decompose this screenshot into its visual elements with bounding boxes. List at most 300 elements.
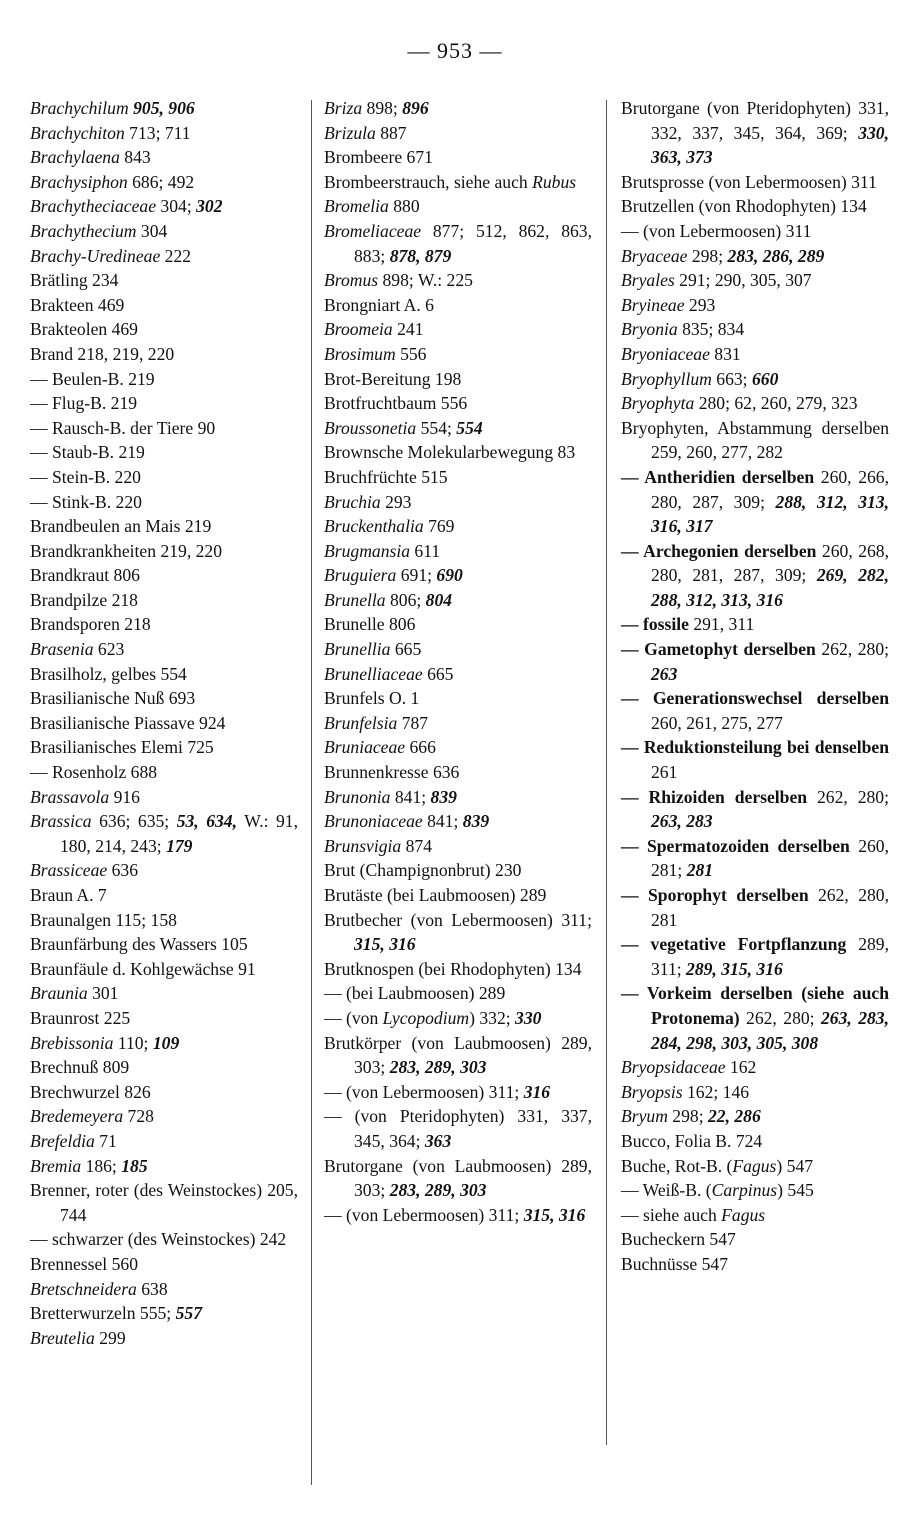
index-entry-text: 22, 286 — [707, 1106, 761, 1127]
page-number: — 953 — — [407, 38, 503, 63]
index-entry — [621, 637, 889, 686]
index-entry-text: 269, 282, 288, 312, 313, 316 — [651, 565, 889, 610]
index-entry-text: — Gametophyt derselben — [621, 639, 816, 660]
index-entry-text: Brutorgane (von Laubmoosen) 289, 303; — [324, 1155, 592, 1201]
index-entry — [621, 1154, 889, 1179]
index-entry-text: 557 — [175, 1303, 202, 1324]
index-entry — [621, 1104, 889, 1129]
index-entry-text: 260, 268, 280, 281, 287, 309; — [651, 540, 889, 586]
index-entry — [30, 96, 298, 121]
index-entry-text: 623 — [93, 639, 125, 660]
index-entry-text: — Flug-B. 219 — [30, 393, 138, 414]
index-entry — [324, 563, 592, 588]
index-entry — [324, 121, 592, 146]
index-entry — [324, 1203, 592, 1228]
index-entry-text: Broussonetia — [324, 417, 417, 438]
index-entry-text: Bryum — [621, 1106, 668, 1127]
index-entry-text: Bryaceae — [621, 245, 688, 266]
index-entry-text: 636; 635; — [91, 811, 177, 832]
index-entry-text: Brownsche Molekularbewegung 83 — [324, 442, 576, 463]
index-entry-text: Brunellia — [324, 639, 391, 660]
index-entry-text: Bryonia — [621, 319, 678, 340]
index-entry-text: Brennessel 560 — [30, 1253, 138, 1274]
index-entry-text: — Rosenholz 688 — [30, 762, 158, 783]
index-entry-text: 185 — [121, 1155, 148, 1176]
index-column-2 — [324, 96, 592, 1227]
index-entry-text: 293 — [380, 491, 412, 512]
index-entry-text: Bredemeyera — [30, 1106, 124, 1127]
index-entry — [621, 1178, 889, 1203]
index-entry — [30, 1031, 298, 1056]
index-entry — [30, 1326, 298, 1351]
index-entry-text: — Spermatozoiden derselben — [621, 835, 850, 856]
index-entry-text: Brunnenkresse 636 — [324, 762, 460, 783]
index-entry — [30, 1277, 298, 1302]
index-entry — [621, 883, 889, 932]
index-entry-text: Rubus — [532, 171, 577, 192]
index-entry-text: Brot-Bereitung 198 — [324, 368, 462, 389]
index-entry-text: — Stein-B. 220 — [30, 466, 141, 487]
index-entry-text: — Rhizoiden derselben — [621, 786, 808, 807]
index-entry-text: Brasilianische Nuß 693 — [30, 688, 196, 709]
index-entry — [30, 883, 298, 908]
index-entry-text: — Archegonien derselben — [621, 540, 817, 561]
index-entry — [30, 465, 298, 490]
index-entry-text: 262, 280; — [739, 1007, 821, 1028]
index-entry-text: 263, 283 — [651, 811, 713, 832]
index-entry-text: 887 — [375, 122, 407, 143]
index-entry-text: Brechnuß 809 — [30, 1057, 130, 1078]
index-entry — [30, 170, 298, 195]
index-entry-text: 839 — [430, 786, 457, 807]
index-entry — [621, 1080, 889, 1105]
index-entry-text: 263 — [651, 663, 678, 684]
index-entry-text: Brunonia — [324, 786, 391, 807]
index-entry-text: Brosimum — [324, 343, 396, 364]
index-entry-text: Brefeldia — [30, 1130, 95, 1151]
index-entry-text: Bucco, Folia B. 724 — [621, 1130, 763, 1151]
index-entry-text: 260, 261, 275, 277 — [651, 712, 783, 733]
index-entry — [621, 539, 889, 613]
index-entry — [30, 539, 298, 564]
index-entry-text: 363 — [424, 1130, 452, 1151]
index-entry — [324, 342, 592, 367]
index-entry — [621, 1055, 889, 1080]
index-entry — [324, 1006, 592, 1031]
index-entry — [30, 391, 298, 416]
index-entry-text: Brandpilze 218 — [30, 589, 138, 610]
index-entry — [324, 908, 592, 957]
index-entry-text: Bryineae — [621, 294, 685, 315]
index-entry-text: 686; 492 — [127, 171, 195, 192]
index-entry — [30, 711, 298, 736]
index-entry-text: 288, 312, 313, 316, 317 — [651, 491, 889, 537]
index-entry — [324, 145, 592, 170]
index-entry-text: Brakteen 469 — [30, 294, 125, 315]
index-entry-text: 806; — [385, 589, 426, 610]
index-entry-text: 283, 289, 303 — [389, 1180, 487, 1201]
index-entry-text: 728 — [123, 1106, 154, 1127]
index-entry-text: Bruniaceae — [324, 737, 406, 758]
index-entry-text: Brandsporen 218 — [30, 614, 151, 635]
index-entry — [324, 416, 592, 441]
index-entry-text: 330, 363, 373 — [651, 122, 889, 168]
index-entry — [30, 760, 298, 785]
index-entry-text: Brugmansia — [324, 540, 411, 561]
index-entry-text: 835; 834 — [677, 319, 745, 340]
index-entry-text: Bryopsis — [621, 1081, 683, 1102]
index-entry — [324, 170, 592, 195]
index-entry-text: 880 — [388, 196, 420, 217]
index-entry-text: 839 — [462, 811, 490, 832]
index-entry-text: 304; — [156, 196, 197, 217]
index-entry — [324, 317, 592, 342]
index-entry-text: 874 — [401, 835, 433, 856]
index-entry-text: Brachythecium — [30, 220, 137, 241]
index-entry — [30, 1080, 298, 1105]
index-entry-text: 304 — [136, 220, 168, 241]
index-column-3 — [621, 96, 889, 1277]
index-entry-text: 666 — [405, 737, 436, 758]
index-entry-text: 260, 281; — [651, 835, 890, 881]
index-entry-text: 262, 280, 281 — [651, 885, 889, 930]
index-entry-text: Brassavola — [30, 786, 110, 807]
index-entry — [324, 194, 592, 219]
index-entry — [621, 170, 889, 195]
index-entry — [324, 219, 592, 268]
index-entry-text: — fossile — [621, 614, 689, 635]
index-entry — [30, 1055, 298, 1080]
index-entry — [30, 612, 298, 637]
index-entry — [621, 981, 889, 1055]
index-entry — [324, 858, 592, 883]
index-entry-text: — Antheridien derselben — [621, 466, 815, 487]
index-entry-text: 301 — [87, 983, 119, 1004]
index-entry — [324, 1080, 592, 1105]
index-entry — [30, 981, 298, 1006]
index-entry-text: Carpinus — [711, 1180, 778, 1201]
index-entry-text: Brachy-Uredineae — [30, 245, 161, 266]
index-entry — [324, 735, 592, 760]
index-entry-text: 162; 146 — [682, 1081, 750, 1102]
index-entry — [324, 662, 592, 687]
index-entry — [30, 1154, 298, 1179]
index-entry — [30, 268, 298, 293]
index-entry — [324, 686, 592, 711]
index-entry-text: 841; — [390, 786, 431, 807]
index-entry-text: Brachychilum — [30, 98, 129, 118]
index-entry — [621, 785, 889, 834]
index-entry-text: Brasilianisches Elemi 725 — [30, 737, 214, 758]
index-entry-text: 663; — [711, 368, 752, 389]
index-entry-text: Fagus — [732, 1155, 777, 1176]
index-entry-text: Brunella — [324, 589, 386, 610]
index-entry — [621, 268, 889, 293]
index-entry-text: Lycopodium — [382, 1007, 470, 1028]
index-entry-text: — vegetative Fortpflanzung — [621, 934, 847, 955]
index-entry-text: 291; 290, 305, 307 — [674, 270, 812, 291]
index-entry — [30, 121, 298, 146]
index-entry-text: ) 547 — [776, 1155, 814, 1176]
index-entry-text: 841; — [422, 811, 463, 832]
index-entry — [621, 1203, 889, 1228]
index-column-1 — [30, 96, 298, 1350]
index-entry — [324, 293, 592, 318]
index-entry — [621, 1252, 889, 1277]
index-entry-text: Braunfäule d. Kohlgewächse 91 — [30, 958, 256, 979]
index-entry — [324, 1154, 592, 1203]
index-entry-text: Fagus — [721, 1204, 766, 1225]
index-entry-text: Brizula — [324, 122, 376, 143]
index-entry-text: Brasilholz, gelbes 554 — [30, 663, 187, 684]
index-entry-text: 554; — [416, 417, 457, 438]
index-entry-text: Brassiceae — [30, 860, 108, 881]
index-entry-text: Brätling 234 — [30, 270, 119, 291]
index-entry-text: Brutsprosse (von Lebermoosen) 311 — [621, 171, 877, 192]
index-entry-text: Bryophyten, Abstammung derselben 259, 260, 277, 282 — [621, 417, 889, 463]
index-entry — [621, 219, 889, 244]
index-entry-text: 186; — [81, 1155, 122, 1176]
index-entry — [30, 219, 298, 244]
index-entry-text: Bruguiera — [324, 565, 397, 586]
index-entry-text: 877; 512, 862, 863, 883; — [354, 220, 592, 266]
index-entry — [30, 1301, 298, 1326]
index-entry-text: Bromelia — [324, 196, 389, 217]
index-entry — [324, 637, 592, 662]
index-entry — [324, 809, 592, 834]
index-entry — [30, 194, 298, 219]
index-entry-text: ) 545 — [777, 1180, 814, 1201]
index-entry-text: Brutknospen (bei Rhodophyten) 134 — [324, 958, 582, 979]
index-entry-text: 898; — [362, 98, 403, 118]
index-entry — [30, 908, 298, 933]
index-entry-text: Briza — [324, 98, 363, 118]
index-entry-text: 636 — [107, 860, 138, 881]
index-entry-text: Bruchia — [324, 491, 381, 512]
index-entry — [30, 440, 298, 465]
index-entry-text: Bryopsidaceae — [621, 1057, 726, 1078]
index-entry-text: 831 — [709, 343, 741, 364]
index-entry — [30, 1104, 298, 1129]
index-entry — [621, 293, 889, 318]
index-entry-text: Bromus — [324, 270, 379, 291]
index-entry-text: — (bei Laubmoosen) 289 — [324, 983, 506, 1004]
index-entry-text: 611 — [410, 540, 441, 561]
index-entry — [621, 416, 889, 465]
column-divider — [311, 100, 312, 1485]
index-entry — [324, 1104, 592, 1153]
index-entry-text: Bruckenthalia — [324, 516, 424, 537]
index-entry-text: Brombeere 671 — [324, 147, 433, 168]
index-entry-text: Brasenia — [30, 639, 94, 660]
index-entry-text: Brandkrankheiten 219, 220 — [30, 540, 223, 561]
index-entry — [324, 490, 592, 515]
index-entry — [621, 367, 889, 392]
index-entry-text: 289, 311; — [651, 934, 889, 979]
index-entry-text: Brutbecher (von Lebermoosen) 311; — [324, 909, 592, 930]
column-divider — [606, 100, 607, 1445]
index-entry-text: 660 — [751, 368, 779, 389]
index-entry — [621, 96, 889, 170]
index-entry-text: — Generationswechsel derselben — [621, 688, 889, 709]
index-entry-text: Brunfels O. 1 — [324, 688, 420, 709]
index-entry — [30, 957, 298, 982]
index-entry — [30, 514, 298, 539]
index-entry — [30, 490, 298, 515]
index-entry-text: Breutelia — [30, 1327, 95, 1348]
index-entry-text: Buche, Rot-B. ( — [621, 1155, 733, 1176]
index-entry — [30, 342, 298, 367]
index-entry-text: Brachylaena — [30, 147, 120, 168]
index-entry-text: Brandkraut 806 — [30, 565, 140, 586]
index-entry — [324, 391, 592, 416]
index-entry-text: — Vorkeim derselben (siehe auch Protonema) — [621, 983, 889, 1028]
index-entry — [30, 858, 298, 883]
index-entry — [324, 981, 592, 1006]
index-entry — [324, 588, 592, 613]
index-entry-text: 109 — [152, 1032, 180, 1053]
index-entry — [30, 1227, 298, 1252]
index-entry — [621, 317, 889, 342]
index-entry — [30, 809, 298, 858]
index-entry-text: 691; — [396, 565, 437, 586]
index-entry — [30, 563, 298, 588]
index-entry-text: 315, 316 — [523, 1204, 586, 1225]
index-entry — [30, 293, 298, 318]
index-entry-text: 293 — [684, 294, 716, 315]
index-entry-text: 665 — [422, 663, 454, 684]
index-entry — [30, 637, 298, 662]
index-entry — [621, 391, 889, 416]
index-entry — [621, 194, 889, 219]
index-entry-text: Brunelliaceae — [324, 663, 423, 684]
index-entry-text: Braunia — [30, 983, 88, 1004]
index-entry — [30, 662, 298, 687]
index-entry — [324, 465, 592, 490]
index-entry-text: Brebissonia — [30, 1032, 114, 1053]
index-entry-text: 260, 266, 280, 287, 309; — [651, 466, 889, 512]
index-entry-text: Bromeliaceae — [324, 220, 422, 241]
index-entry-text: 556 — [395, 343, 427, 364]
index-entry-text: Bryoniaceae — [621, 343, 710, 364]
index-entry — [324, 785, 592, 810]
index-entry-text: 261 — [651, 762, 678, 783]
index-entry — [30, 1129, 298, 1154]
index-entry — [621, 465, 889, 539]
index-entry-text: Buchnüsse 547 — [621, 1253, 729, 1274]
index-entry-text: 898; W.: 225 — [378, 270, 473, 291]
index-entry — [30, 416, 298, 441]
index-entry-text: — Staub-B. 219 — [30, 442, 145, 463]
index-entry — [324, 440, 592, 465]
index-entry-text: — (von Lebermoosen) 311; — [324, 1204, 524, 1225]
index-entry-text: W.: 91, 180, 214, 243; — [60, 811, 299, 856]
index-entry-text: Brechwurzel 826 — [30, 1081, 151, 1102]
index-entry — [30, 1006, 298, 1031]
index-entry-text: 262, 280; — [807, 786, 889, 807]
index-entry-text: Bretschneidera — [30, 1278, 137, 1299]
index-entry-text: Brakteolen 469 — [30, 319, 138, 340]
index-entry-text: — siehe auch — [621, 1204, 722, 1225]
index-entry-text: Brunoniaceae — [324, 811, 423, 832]
index-entry — [621, 1227, 889, 1252]
index-entry-text: Bucheckern 547 — [621, 1229, 736, 1250]
index-entry-text: — Beulen-B. 219 — [30, 368, 155, 389]
index-entry-text: Brand 218, 219, 220 — [30, 343, 175, 364]
index-entry — [621, 244, 889, 269]
index-entry — [30, 1252, 298, 1277]
index-entry-text: Braun A. 7 — [30, 885, 107, 905]
index-entry-text: 787 — [397, 712, 429, 733]
index-entry-text: 554 — [456, 417, 483, 438]
index-entry-text: 330 — [515, 1007, 542, 1028]
index-entry-text: Brongniart A. 6 — [324, 294, 434, 315]
index-entry — [30, 785, 298, 810]
index-entry-text: 298; — [667, 1106, 708, 1127]
index-entry-text: 283, 289, 303 — [389, 1057, 487, 1078]
index-entry-text: — Sporophyt derselben — [621, 885, 809, 905]
index-entry — [30, 686, 298, 711]
index-entry — [30, 317, 298, 342]
index-entry-text: — Weiß-B. ( — [621, 1180, 712, 1201]
index-entry-text: Brachysiphon — [30, 171, 128, 192]
index-entry-text: 804 — [425, 589, 453, 610]
index-entry-text: 281 — [686, 860, 714, 881]
index-entry-text: — (von — [324, 1007, 383, 1028]
index-entry — [30, 735, 298, 760]
index-entry — [30, 244, 298, 269]
index-entry-text: Brutzellen (von Rhodophyten) 134 — [621, 196, 867, 217]
index-entry-text: Brombeerstrauch, siehe auch — [324, 171, 533, 192]
index-entry — [324, 1031, 592, 1080]
index-entry-text: 843 — [119, 147, 151, 168]
index-entry-text: — schwarzer (des Weinstockes) 242 — [30, 1229, 287, 1250]
index-entry-text: 302 — [196, 196, 223, 217]
index-entry-text: Broomeia — [324, 319, 393, 340]
index-entry-text: 291, 311 — [688, 614, 755, 635]
index-entry — [324, 612, 592, 637]
index-entry-text: Bryales — [621, 270, 675, 291]
index-entry-text: 299 — [94, 1327, 126, 1348]
index-entry-text: Bremia — [30, 1155, 82, 1176]
index-entry-text: Bretterwurzeln 555; — [30, 1303, 176, 1324]
index-entry-text: 878, 879 — [389, 245, 452, 266]
index-entry-text: Brasilianische Piassave 924 — [30, 712, 226, 733]
index-entry-text: — (von Pteridophyten) 331, 337, 345, 364; — [324, 1106, 592, 1151]
index-entry-text: Brutkörper (von Laubmoosen) 289, 303; — [324, 1032, 592, 1078]
index-entry-text: Braunfärbung des Wassers 105 — [30, 934, 248, 955]
index-entry — [30, 588, 298, 613]
index-entry-text: Bruchfrüchte 515 — [324, 466, 448, 487]
index-entry-text: Braunalgen 115; 158 — [30, 909, 177, 930]
index-entry-text: 53, 634, — [176, 811, 238, 832]
index-entry — [621, 612, 889, 637]
index-entry-text: Brachytheciaceae — [30, 196, 157, 217]
index-entry-text: 110; — [113, 1032, 153, 1053]
index-entry-text: — (von Lebermoosen) 311; — [324, 1081, 524, 1102]
index-entry — [621, 1129, 889, 1154]
index-entry-text: 289, 315, 316 — [686, 958, 783, 979]
index-entry-text: 916 — [109, 786, 140, 807]
index-entry-text: Brutorgane (von Pteridophyten) 331, 332, 337, 345, 364, 369; — [621, 98, 889, 143]
index-entry-text: 690 — [436, 565, 463, 586]
index-entry-text: Braunrost 225 — [30, 1007, 131, 1028]
index-entry — [324, 514, 592, 539]
index-entry — [324, 834, 592, 859]
index-entry — [30, 145, 298, 170]
index-entry — [30, 1178, 298, 1227]
index-entry-text: Brenner, roter (des Weinstockes) 205, 744 — [30, 1180, 298, 1225]
